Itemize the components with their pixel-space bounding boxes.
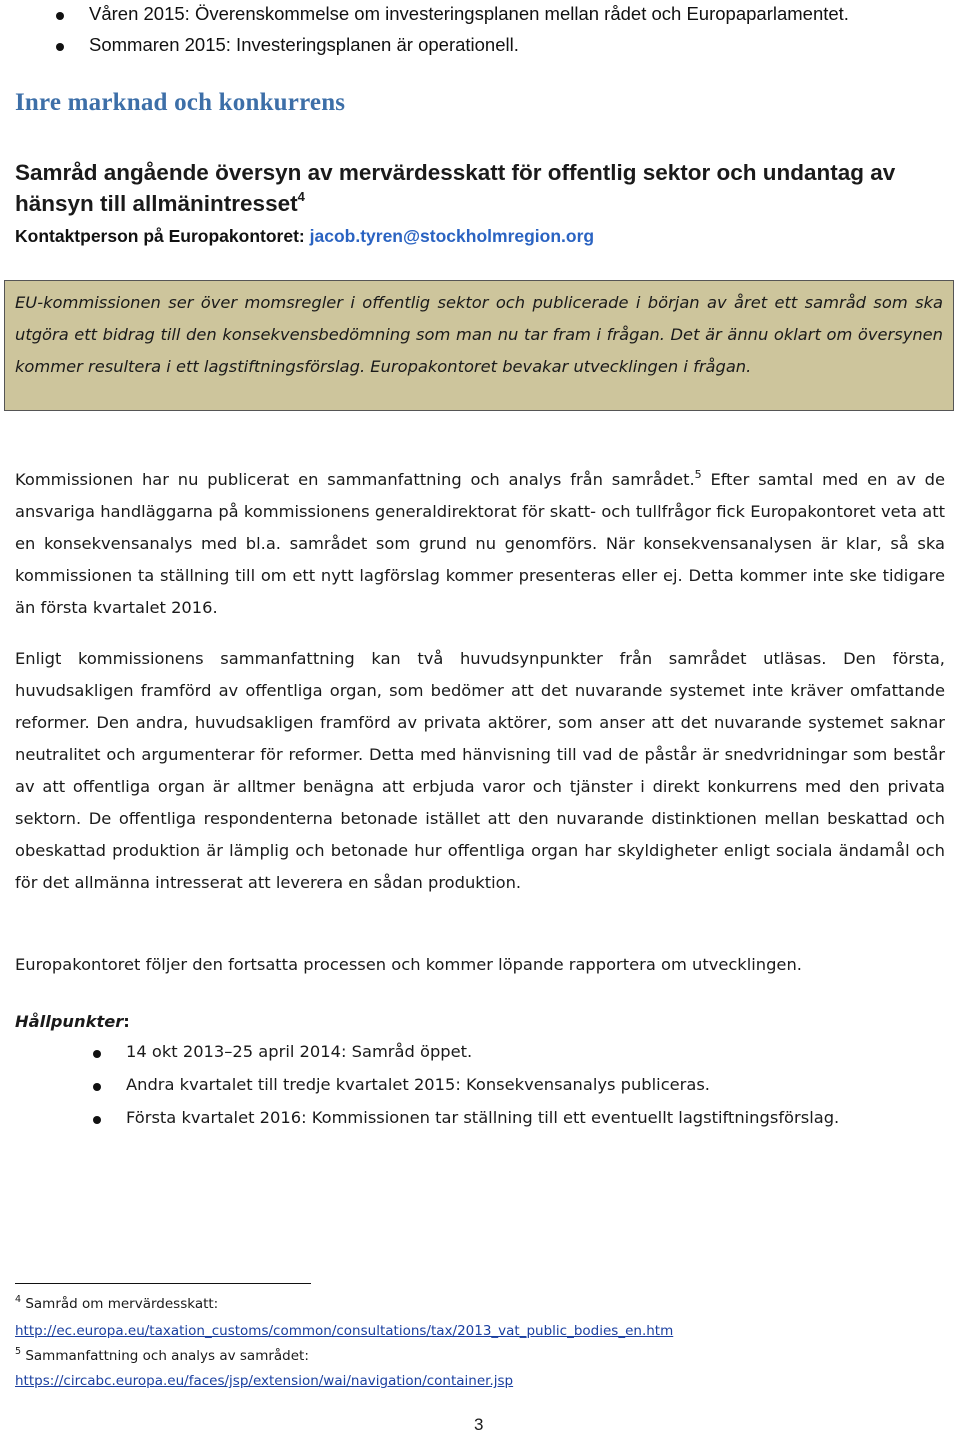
summary-italic-text: EU-kommissionen ser över momsregler i offentlig sektor och publicerade i början av året ett samråd som ska utgöra ett bidrag till den konsekvensbedömning som man nu tar fram i frågan. (15, 293, 943, 344)
milestone-text: Andra kvartalet till tredje kvartalet 2015: Konsekvensanalys publiceras. (126, 1075, 710, 1094)
footnote-ref[interactable]: 4 (297, 189, 305, 204)
contact-label: Kontaktperson på Europakontoret: (15, 226, 305, 246)
milestones-heading (15, 1012, 130, 1031)
footnote-label: Sammanfattning och analys av samrådet: (25, 1348, 309, 1364)
page-number: 3 (474, 1415, 484, 1434)
topic-title (15, 157, 950, 219)
footnote-number: 5 (15, 1346, 22, 1357)
footnote-link[interactable]: http://ec.europa.eu/taxation_customs/common/consultations/tax/2013_vat_public_bodies_en.htm (15, 1323, 674, 1339)
paragraph-followup: Europakontoret följer den fortsatta processen och kommer löpande rapportera om utvecklingen. (15, 955, 802, 974)
section-heading: Inre marknad och konkurrens (15, 89, 346, 116)
list-item-text: Sommaren 2015: Investeringsplanen är operationell. (89, 34, 519, 55)
milestones-heading-colon: : (123, 1012, 130, 1031)
summary-rest-text: Det är ännu oklart om översynen kommer resultera i ett lagstiftningsförslag. Europakontoret bevakar utvecklingen i frågan. (15, 325, 943, 376)
footnote-number: 4 (15, 1294, 22, 1305)
bullet-icon (93, 1050, 101, 1058)
contact-line (15, 226, 594, 247)
bullet-icon (93, 1083, 101, 1091)
summary-box (4, 280, 954, 411)
footnote-4 (15, 1296, 218, 1312)
milestone-text: Första kvartalet 2016: Kommissionen tar ställning till ett eventuellt lagstiftningsförslag. (126, 1108, 840, 1127)
milestone-text: 14 okt 2013–25 april 2014: Samråd öppet. (126, 1042, 473, 1061)
list-item-text: Våren 2015: Överenskommelse om investeringsplanen mellan rådet och Europaparlamentet. (89, 3, 849, 24)
footnote-label: Samråd om mervärdesskatt: (25, 1296, 219, 1312)
paragraph-analysis (15, 464, 945, 624)
paragraph-text: Kommissionen har nu publicerat en sammanfattning och analys från samrådet. (15, 470, 695, 489)
footnote-5 (15, 1348, 309, 1364)
bullet-icon (93, 1116, 101, 1124)
footnote-link[interactable]: https://circabc.europa.eu/faces/jsp/extension/wai/navigation/container.jsp (15, 1373, 514, 1389)
footnote-ref[interactable]: 5 (694, 468, 702, 481)
bullet-icon (56, 43, 64, 51)
paragraph-text: Efter samtal med en av de ansvariga handläggarna på kommissionens generaldirektorat för skatt- och tullfrågor fick Europakontoret veta att en konsekvensanalys med bl.a. samrådet som grund nu genomförs. När konsekvensanalysen är klar, så ska kommissionen ta ställning till om ett nytt lagförslag kommer presenteras eller ej. Detta kommer inte ske tidigare än första kvartalet 2016. (15, 470, 945, 617)
bullet-icon (56, 12, 64, 20)
paragraph-summary: Enligt kommissionens sammanfattning kan två huvudsynpunkter från samrådet utläsas. Den första, huvudsakligen framförd av offentliga organ, som bedömer att det nuvarande systemet inte kräver omfattande reformer. Den andra, huvudsakligen framförd av privata aktörer, som anser att det nuvarande systemet saknar neutralitet och argumenterar för reformer. Detta med hänvisning till vad de påstår är snedvridningar som består av att offentliga organ är alltmer benägna att erbjuda varor och tjänster i direkt konkurrens med den privata sektorn. De offentliga respondenterna betonade istället att den nuvarande distinktionen mellan beskattad och obeskattad produktion är lämplig och betonade hur offentliga organ har skyldigheter enligt sociala ändamål och för det allmänna intresserat att leverera en sådan produktion. (15, 649, 945, 892)
topic-title-text: Samråd angående översyn av mervärdesskatt för offentlig sektor och undantag av hänsyn till allmänintresset (15, 160, 896, 216)
milestones-heading-text: Hållpunkter (15, 1012, 124, 1031)
footnote-divider (15, 1283, 311, 1284)
contact-email-link[interactable]: jacob.tyren@stockholmregion.org (309, 226, 595, 246)
